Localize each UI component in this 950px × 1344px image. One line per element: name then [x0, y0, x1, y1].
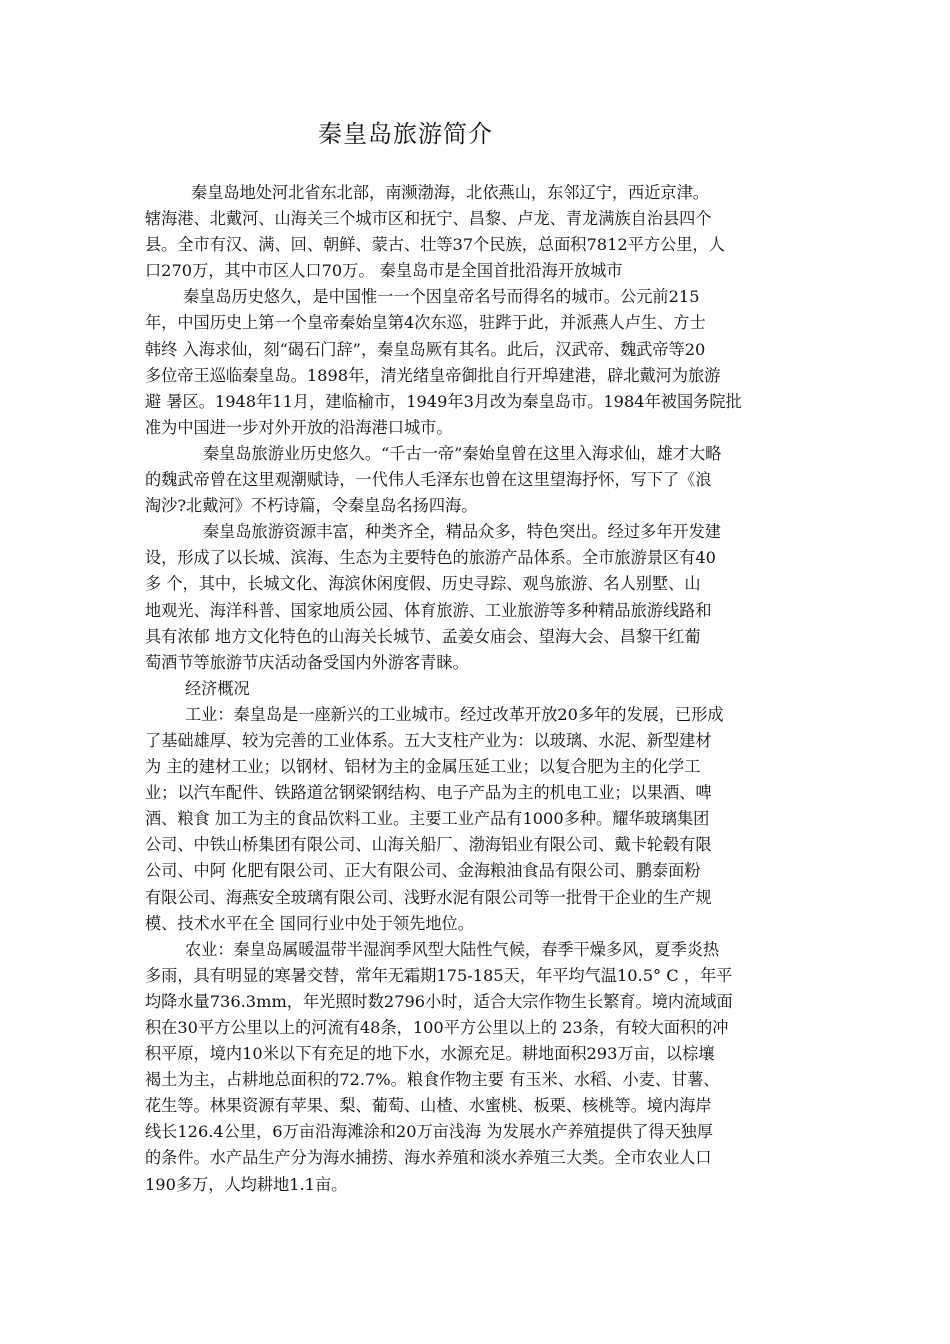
paragraph-agriculture-line-7: 花生等。林果资源有苹果、梨、葡萄、山楂、水蜜桃、板栗、核桃等。境内海岸	[145, 1096, 712, 1116]
paragraph-industry-line-1: 工业：秦皇岛是一座新兴的工业城市。经过改革开放20多年的发展，已形成	[185, 704, 724, 724]
paragraph-tourism-resources-line-5: 具有浓郁 地方文化特色的山海关长城节、孟姜女庙会、望海大会、昌黎干红葡	[145, 626, 701, 646]
paragraph-agriculture-line-10: 190多万，人均耕地1.1亩。	[145, 1174, 348, 1194]
paragraph-industry-line-3: 为 主的建材工业；以钢材、铝材为主的金属压延工业；以复合肥为主的化学工	[145, 757, 701, 777]
paragraph-location-line-3: 县。全市有汉、满、回、朝鲜、蒙古、壮等37个民族，总面积7812平方公里，人	[145, 235, 725, 255]
paragraph-industry-line-5: 酒、粮食 加工为主的食品饮料工业。主要工业产品有1000多种。耀华玻璃集团	[145, 809, 710, 829]
paragraph-history-line-3: 韩终 入海求仙，刻“碣石门辞”，秦皇岛厥有其名。此后，汉武帝、魏武帝等20	[145, 339, 706, 359]
paragraph-industry-line-8: 有限公司、海燕安全玻璃有限公司、浅野水泥有限公司等一批骨干企业的生产规	[145, 887, 712, 907]
paragraph-tourism-resources-line-1: 秦皇岛旅游资源丰富，种类齐全，精品众多，特色突出。经过多年开发建	[203, 522, 721, 542]
paragraph-history-line-5: 避 暑区。1948年11月，建临榆市，1949年3月改为秦皇岛市。1984年被国务院批	[145, 391, 742, 411]
paragraph-location-line-4: 口270万，其中市区人口70万。 秦皇岛市是全国首批沿海开放城市	[145, 261, 623, 281]
paragraph-agriculture-line-9: 的条件。水产品生产分为海水捕捞、海水养殖和淡水养殖三大类。全市农业人口	[145, 1148, 712, 1168]
paragraph-location-line-1: 秦皇岛地处河北省东北部，南濒渤海，北依燕山，东邻辽宁，西近京津。	[191, 183, 709, 202]
paragraph-agriculture-line-6: 褐土为主，占耕地总面积的72.7%。粮食作物主要 有玉米、水稻、小麦、甘薯、	[145, 1070, 720, 1090]
paragraph-history-line-6: 准为中国进一步对外开放的沿海港口城市。	[145, 417, 453, 437]
paragraph-agriculture-line-5: 积平原，境内10米以下有充足的地下水，水源充足。耕地面积293万亩，以棕壤	[145, 1044, 715, 1064]
paragraph-agriculture-line-8: 线长126.4公里，6万亩沿海滩涂和20万亩浅海 为发展水产养殖提供了得天独厚	[145, 1122, 714, 1142]
document-body	[145, 180, 805, 1198]
paragraph-agriculture-line-1: 农业：秦皇岛属暖温带半湿润季风型大陆性气候，春季干燥多风，夏季炎热	[185, 939, 720, 959]
paragraph-agriculture-line-2: 多雨，具有明显的寒暑交替，常年无霜期175-185天，年平均气温10.5° C ，年平	[145, 965, 733, 985]
paragraph-tourism-history-line-1: 秦皇岛旅游业历史悠久。“千古一帝”秦始皇曾在这里入海求仙，雄才大略	[203, 443, 722, 463]
paragraph-industry-line-2: 了基础雄厚、较为完善的工业体系。五大支柱产业为：以玻璃、水泥、新型建材	[145, 730, 712, 750]
paragraph-agriculture-line-4: 积在30平方公里以上的河流有48条，100平方公里以上的 23条，有较大面积的冲	[145, 1018, 729, 1037]
paragraph-history-line-4: 多位帝王巡临秦皇岛。1898年，清光绪皇帝御批自行开埠建港，辟北戴河为旅游	[145, 365, 721, 385]
paragraph-tourism-resources-line-4: 地观光、海洋科普、国家地质公园、体育旅游、工业旅游等多种精品旅游线路和	[145, 600, 712, 620]
section-heading-economy: 经济概况	[185, 678, 250, 698]
paragraph-industry-line-9: 模、技术水平在全 国同行业中处于领先地位。	[145, 913, 474, 933]
paragraph-industry-line-4: 业；以汽车配件、铁路道岔钢梁钢结构、电子产品为主的机电工业；以果酒、啤	[145, 783, 712, 803]
paragraph-industry-line-7: 公司、中阿 化肥有限公司、正大有限公司、金海粮油食品有限公司、鹏泰面粉	[145, 861, 701, 881]
paragraph-tourism-history-line-2: 的魏武帝曾在这里观潮赋诗，一代伟人毛泽东也曾在这里望海抒怀，写下了《浪	[145, 470, 712, 490]
paragraph-tourism-resources-line-2: 设，形成了以长城、滨海、生态为主要特色的旅游产品体系。全市旅游景区有40	[145, 548, 716, 568]
paragraph-tourism-resources-line-3: 多 个，其中，长城文化、海滨休闲度假、历史寻踪、观鸟旅游、名人别墅、山	[145, 574, 701, 594]
paragraph-history-line-1: 秦皇岛历史悠久，是中国惟一一个因皇帝名号而得名的城市。公元前215	[183, 287, 700, 307]
paragraph-industry-line-6: 公司、中铁山桥集团有限公司、山海关船厂、渤海铝业有限公司、戴卡轮毂有限	[145, 835, 712, 855]
document-title: 秦皇岛旅游简介	[318, 120, 493, 148]
paragraph-location-line-2: 辖海港、北戴河、山海关三个城市区和抚宁、昌黎、卢龙、青龙满族自治县四个	[145, 209, 712, 229]
paragraph-agriculture-line-3: 均降水量736.3mm，年光照时数2796小时，适合大宗作物生长繁育。境内流域面	[145, 991, 733, 1011]
paragraph-history-line-2: 年，中国历史上第一个皇帝秦始皇第4次东巡，驻跸于此，并派燕人卢生、方士	[145, 313, 706, 333]
paragraph-tourism-resources-line-6: 萄酒节等旅游节庆活动备受国内外游客青睐。	[145, 652, 469, 672]
paragraph-tourism-history-line-3: 淘沙?北戴河》不朽诗篇，令秦皇岛名扬四海。	[145, 496, 478, 516]
